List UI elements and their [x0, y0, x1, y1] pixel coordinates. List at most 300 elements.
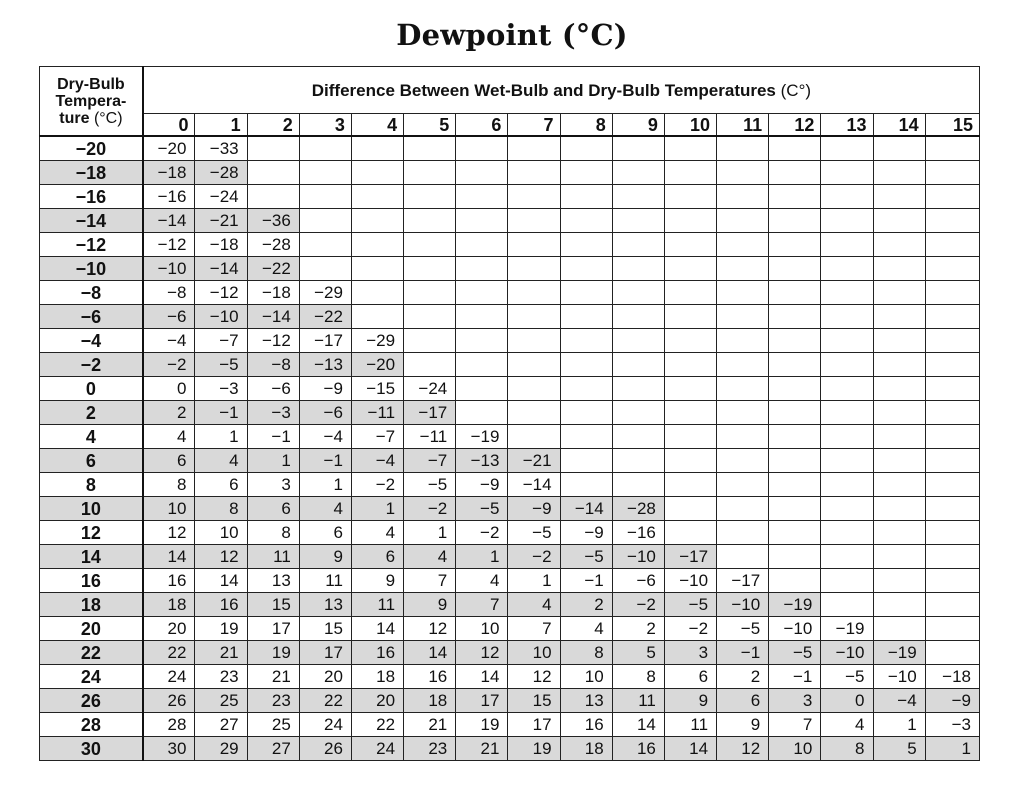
column-header: 10	[664, 114, 716, 137]
empty-cell	[664, 401, 716, 425]
table-cell: 23	[247, 689, 299, 713]
table-cell: −21	[508, 449, 560, 473]
empty-cell	[456, 305, 508, 329]
table-cell: 11	[664, 713, 716, 737]
column-header: 9	[612, 114, 664, 137]
table-cell: 8	[560, 641, 612, 665]
row-label: 14	[40, 545, 143, 569]
empty-cell	[925, 329, 979, 353]
empty-cell	[873, 233, 925, 257]
table-cell: −4	[143, 329, 195, 353]
table-cell: 14	[143, 545, 195, 569]
empty-cell	[508, 281, 560, 305]
row-label: 2	[40, 401, 143, 425]
table-cell: −2	[404, 497, 456, 521]
empty-cell	[873, 617, 925, 641]
empty-cell	[873, 473, 925, 497]
table-cell: 3	[247, 473, 299, 497]
empty-cell	[404, 136, 456, 161]
empty-cell	[560, 257, 612, 281]
table-cell: 1	[195, 425, 247, 449]
empty-cell	[664, 305, 716, 329]
table-row	[40, 161, 980, 185]
empty-cell	[508, 329, 560, 353]
table-cell: 2	[143, 401, 195, 425]
empty-cell	[769, 233, 821, 257]
table-cell: 4	[143, 425, 195, 449]
difference-header-text: Difference Between Wet-Bulb and Dry-Bulb Temperatures	[311, 80, 776, 100]
empty-cell	[873, 136, 925, 161]
table-cell: −5	[195, 353, 247, 377]
table-cell: −29	[299, 281, 351, 305]
empty-cell	[404, 353, 456, 377]
empty-cell	[873, 425, 925, 449]
table-row	[40, 473, 980, 497]
table-cell: −14	[143, 209, 195, 233]
table-cell: 21	[404, 713, 456, 737]
table-cell: 9	[404, 593, 456, 617]
table-cell: −5	[508, 521, 560, 545]
table-cell: 14	[404, 641, 456, 665]
column-header: 6	[456, 114, 508, 137]
empty-cell	[873, 353, 925, 377]
dry-bulb-header-line1: Dry-Bulb	[57, 75, 125, 93]
table-cell: 8	[143, 473, 195, 497]
empty-cell	[351, 281, 403, 305]
table-cell: 13	[247, 569, 299, 593]
table-cell: 17	[247, 617, 299, 641]
empty-cell	[769, 449, 821, 473]
table-cell: −6	[247, 377, 299, 401]
empty-cell	[508, 305, 560, 329]
table-cell: −5	[560, 545, 612, 569]
table-cell: 21	[195, 641, 247, 665]
empty-cell	[612, 305, 664, 329]
table-cell: −29	[351, 329, 403, 353]
table-cell: −2	[143, 353, 195, 377]
table-cell: 11	[612, 689, 664, 713]
table-cell: 8	[195, 497, 247, 521]
table-cell: 12	[195, 545, 247, 569]
table-cell: −12	[143, 233, 195, 257]
table-cell: −9	[508, 497, 560, 521]
empty-cell	[925, 449, 979, 473]
table-cell: −4	[299, 425, 351, 449]
table-cell: −2	[351, 473, 403, 497]
table-cell: 10	[456, 617, 508, 641]
empty-cell	[873, 545, 925, 569]
table-cell: 12	[143, 521, 195, 545]
table-row	[40, 641, 980, 665]
empty-cell	[299, 136, 351, 161]
table-cell: −14	[560, 497, 612, 521]
empty-cell	[456, 281, 508, 305]
table-cell: 14	[612, 713, 664, 737]
table-cell: −16	[612, 521, 664, 545]
empty-cell	[717, 136, 769, 161]
empty-cell	[821, 545, 873, 569]
empty-cell	[612, 257, 664, 281]
column-header: 8	[560, 114, 612, 137]
empty-cell	[717, 161, 769, 185]
table-cell: 22	[351, 713, 403, 737]
table-cell: 4	[404, 545, 456, 569]
empty-cell	[821, 233, 873, 257]
table-cell: 4	[821, 713, 873, 737]
empty-cell	[612, 473, 664, 497]
table-cell: 26	[143, 689, 195, 713]
empty-cell	[925, 569, 979, 593]
table-cell: −11	[351, 401, 403, 425]
column-header: 13	[821, 114, 873, 137]
table-cell: −22	[299, 305, 351, 329]
dewpoint-table	[39, 66, 980, 761]
table-cell: 20	[299, 665, 351, 689]
table-cell: −22	[247, 257, 299, 281]
empty-cell	[925, 161, 979, 185]
empty-cell	[560, 136, 612, 161]
table-row	[40, 521, 980, 545]
empty-cell	[351, 257, 403, 281]
row-label: −4	[40, 329, 143, 353]
difference-header	[143, 67, 980, 114]
table-cell: −1	[717, 641, 769, 665]
table-cell: −33	[195, 136, 247, 161]
table-cell: −20	[143, 136, 195, 161]
empty-cell	[299, 161, 351, 185]
empty-cell	[664, 161, 716, 185]
empty-cell	[560, 161, 612, 185]
table-header	[40, 67, 980, 137]
row-label: 20	[40, 617, 143, 641]
table-cell: −14	[508, 473, 560, 497]
table-cell: −3	[247, 401, 299, 425]
row-label: 16	[40, 569, 143, 593]
table-cell: −6	[299, 401, 351, 425]
table-cell: −16	[143, 185, 195, 209]
row-label: 18	[40, 593, 143, 617]
table-cell: −10	[769, 617, 821, 641]
table-cell: 27	[247, 737, 299, 761]
table-cell: −15	[351, 377, 403, 401]
table-row	[40, 377, 980, 401]
empty-cell	[299, 233, 351, 257]
table-row	[40, 737, 980, 761]
table-row	[40, 353, 980, 377]
table-cell: 9	[664, 689, 716, 713]
table-cell: −10	[664, 569, 716, 593]
table-cell: 20	[143, 617, 195, 641]
table-cell: −5	[456, 497, 508, 521]
empty-cell	[925, 209, 979, 233]
table-cell: −9	[299, 377, 351, 401]
table-row	[40, 185, 980, 209]
table-cell: −5	[404, 473, 456, 497]
table-cell: 9	[717, 713, 769, 737]
table-cell: −5	[717, 617, 769, 641]
empty-cell	[664, 497, 716, 521]
row-label: 12	[40, 521, 143, 545]
empty-cell	[873, 593, 925, 617]
empty-cell	[769, 161, 821, 185]
empty-cell	[508, 233, 560, 257]
empty-cell	[925, 257, 979, 281]
empty-cell	[404, 185, 456, 209]
empty-cell	[508, 161, 560, 185]
table-cell: 27	[195, 713, 247, 737]
empty-cell	[769, 305, 821, 329]
empty-cell	[925, 136, 979, 161]
empty-cell	[664, 329, 716, 353]
empty-cell	[821, 569, 873, 593]
table-cell: 12	[717, 737, 769, 761]
empty-cell	[925, 377, 979, 401]
table-cell: −4	[351, 449, 403, 473]
empty-cell	[247, 161, 299, 185]
empty-cell	[873, 401, 925, 425]
table-cell: −10	[143, 257, 195, 281]
empty-cell	[873, 305, 925, 329]
empty-cell	[664, 353, 716, 377]
empty-cell	[873, 257, 925, 281]
table-cell: −1	[299, 449, 351, 473]
dry-bulb-header	[40, 67, 143, 137]
table-cell: 12	[456, 641, 508, 665]
empty-cell	[612, 401, 664, 425]
table-cell: 21	[247, 665, 299, 689]
empty-cell	[717, 497, 769, 521]
table-cell: 16	[351, 641, 403, 665]
dry-bulb-header-line3: ture	[59, 109, 90, 127]
empty-cell	[664, 185, 716, 209]
table-cell: −36	[247, 209, 299, 233]
table-cell: −10	[612, 545, 664, 569]
table-cell: 5	[612, 641, 664, 665]
empty-cell	[508, 377, 560, 401]
empty-cell	[769, 257, 821, 281]
table-row	[40, 593, 980, 617]
empty-cell	[925, 617, 979, 641]
table-cell: −4	[873, 689, 925, 713]
table-cell: −3	[925, 713, 979, 737]
table-row	[40, 665, 980, 689]
empty-cell	[404, 305, 456, 329]
empty-cell	[873, 185, 925, 209]
table-cell: −17	[299, 329, 351, 353]
empty-cell	[769, 185, 821, 209]
table-cell: 16	[404, 665, 456, 689]
table-cell: −1	[195, 401, 247, 425]
table-cell: −5	[821, 665, 873, 689]
empty-cell	[404, 209, 456, 233]
table-cell: 17	[299, 641, 351, 665]
table-cell: −18	[195, 233, 247, 257]
table-cell: 15	[299, 617, 351, 641]
row-label: −16	[40, 185, 143, 209]
table-cell: 13	[560, 689, 612, 713]
table-cell: 10	[143, 497, 195, 521]
empty-cell	[769, 401, 821, 425]
empty-cell	[560, 353, 612, 377]
empty-cell	[560, 209, 612, 233]
empty-cell	[821, 449, 873, 473]
table-cell: 23	[404, 737, 456, 761]
empty-cell	[664, 521, 716, 545]
empty-cell	[612, 449, 664, 473]
table-cell: −24	[404, 377, 456, 401]
empty-cell	[560, 473, 612, 497]
row-label: 8	[40, 473, 143, 497]
empty-cell	[821, 473, 873, 497]
empty-cell	[299, 185, 351, 209]
table-cell: 1	[925, 737, 979, 761]
empty-cell	[821, 161, 873, 185]
empty-cell	[560, 377, 612, 401]
table-cell: −18	[143, 161, 195, 185]
column-header: 14	[873, 114, 925, 137]
table-cell: 15	[247, 593, 299, 617]
table-cell: 21	[456, 737, 508, 761]
empty-cell	[821, 425, 873, 449]
empty-cell	[769, 329, 821, 353]
empty-cell	[612, 233, 664, 257]
table-cell: 19	[508, 737, 560, 761]
table-cell: −14	[195, 257, 247, 281]
empty-cell	[508, 257, 560, 281]
row-label: −6	[40, 305, 143, 329]
row-label: −2	[40, 353, 143, 377]
table-cell: −21	[195, 209, 247, 233]
table-row	[40, 497, 980, 521]
column-header: 11	[717, 114, 769, 137]
table-cell: −8	[143, 281, 195, 305]
table-cell: −13	[299, 353, 351, 377]
table-cell: −17	[664, 545, 716, 569]
table-cell: −8	[247, 353, 299, 377]
empty-cell	[351, 136, 403, 161]
table-cell: −5	[769, 641, 821, 665]
table-cell: 8	[247, 521, 299, 545]
table-cell: −11	[404, 425, 456, 449]
table-cell: 1	[247, 449, 299, 473]
row-label: 26	[40, 689, 143, 713]
table-cell: 28	[143, 713, 195, 737]
empty-cell	[456, 401, 508, 425]
empty-cell	[769, 377, 821, 401]
table-cell: 24	[299, 713, 351, 737]
row-label: 0	[40, 377, 143, 401]
column-header: 4	[351, 114, 403, 137]
table-cell: −2	[456, 521, 508, 545]
table-cell: −7	[195, 329, 247, 353]
empty-cell	[717, 233, 769, 257]
table-row	[40, 449, 980, 473]
row-label: −18	[40, 161, 143, 185]
empty-cell	[873, 497, 925, 521]
table-cell: 19	[195, 617, 247, 641]
table-cell: 29	[195, 737, 247, 761]
empty-cell	[821, 329, 873, 353]
table-cell: 19	[247, 641, 299, 665]
table-cell: 24	[143, 665, 195, 689]
empty-cell	[925, 641, 979, 665]
table-cell: −24	[195, 185, 247, 209]
empty-cell	[769, 209, 821, 233]
table-row	[40, 136, 980, 161]
empty-cell	[769, 497, 821, 521]
column-header: 5	[404, 114, 456, 137]
table-cell: 2	[612, 617, 664, 641]
empty-cell	[925, 425, 979, 449]
empty-cell	[821, 305, 873, 329]
table-row	[40, 281, 980, 305]
empty-cell	[717, 545, 769, 569]
table-cell: −12	[247, 329, 299, 353]
table-cell: −10	[195, 305, 247, 329]
table-cell: 9	[351, 569, 403, 593]
table-cell: 30	[143, 737, 195, 761]
table-cell: 1	[404, 521, 456, 545]
column-header: 15	[925, 114, 979, 137]
empty-cell	[560, 425, 612, 449]
table-cell: 10	[769, 737, 821, 761]
table-cell: 22	[299, 689, 351, 713]
empty-cell	[664, 377, 716, 401]
empty-cell	[873, 377, 925, 401]
dry-bulb-header-line2: Tempera-	[55, 92, 127, 110]
table-cell: 23	[195, 665, 247, 689]
empty-cell	[821, 377, 873, 401]
empty-cell	[717, 209, 769, 233]
table-cell: 16	[560, 713, 612, 737]
table-cell: 3	[664, 641, 716, 665]
empty-cell	[717, 281, 769, 305]
table-cell: −10	[821, 641, 873, 665]
empty-cell	[664, 209, 716, 233]
table-cell: 24	[351, 737, 403, 761]
table-row	[40, 209, 980, 233]
table-cell: 12	[404, 617, 456, 641]
table-cell: −12	[195, 281, 247, 305]
table-cell: −20	[351, 353, 403, 377]
table-cell: 14	[456, 665, 508, 689]
empty-cell	[456, 377, 508, 401]
empty-cell	[769, 545, 821, 569]
empty-cell	[508, 353, 560, 377]
empty-cell	[925, 233, 979, 257]
empty-cell	[717, 401, 769, 425]
empty-cell	[456, 136, 508, 161]
row-label: 6	[40, 449, 143, 473]
table-cell: −6	[143, 305, 195, 329]
empty-cell	[404, 329, 456, 353]
table-cell: −28	[612, 497, 664, 521]
empty-cell	[560, 185, 612, 209]
table-cell: 1	[508, 569, 560, 593]
empty-cell	[560, 449, 612, 473]
column-header: 1	[195, 114, 247, 137]
empty-cell	[925, 593, 979, 617]
empty-cell	[456, 233, 508, 257]
empty-cell	[925, 497, 979, 521]
table-cell: −28	[247, 233, 299, 257]
table-cell: 5	[873, 737, 925, 761]
empty-cell	[925, 545, 979, 569]
table-cell: 4	[508, 593, 560, 617]
empty-cell	[560, 401, 612, 425]
table-cell: 4	[351, 521, 403, 545]
row-label: 4	[40, 425, 143, 449]
